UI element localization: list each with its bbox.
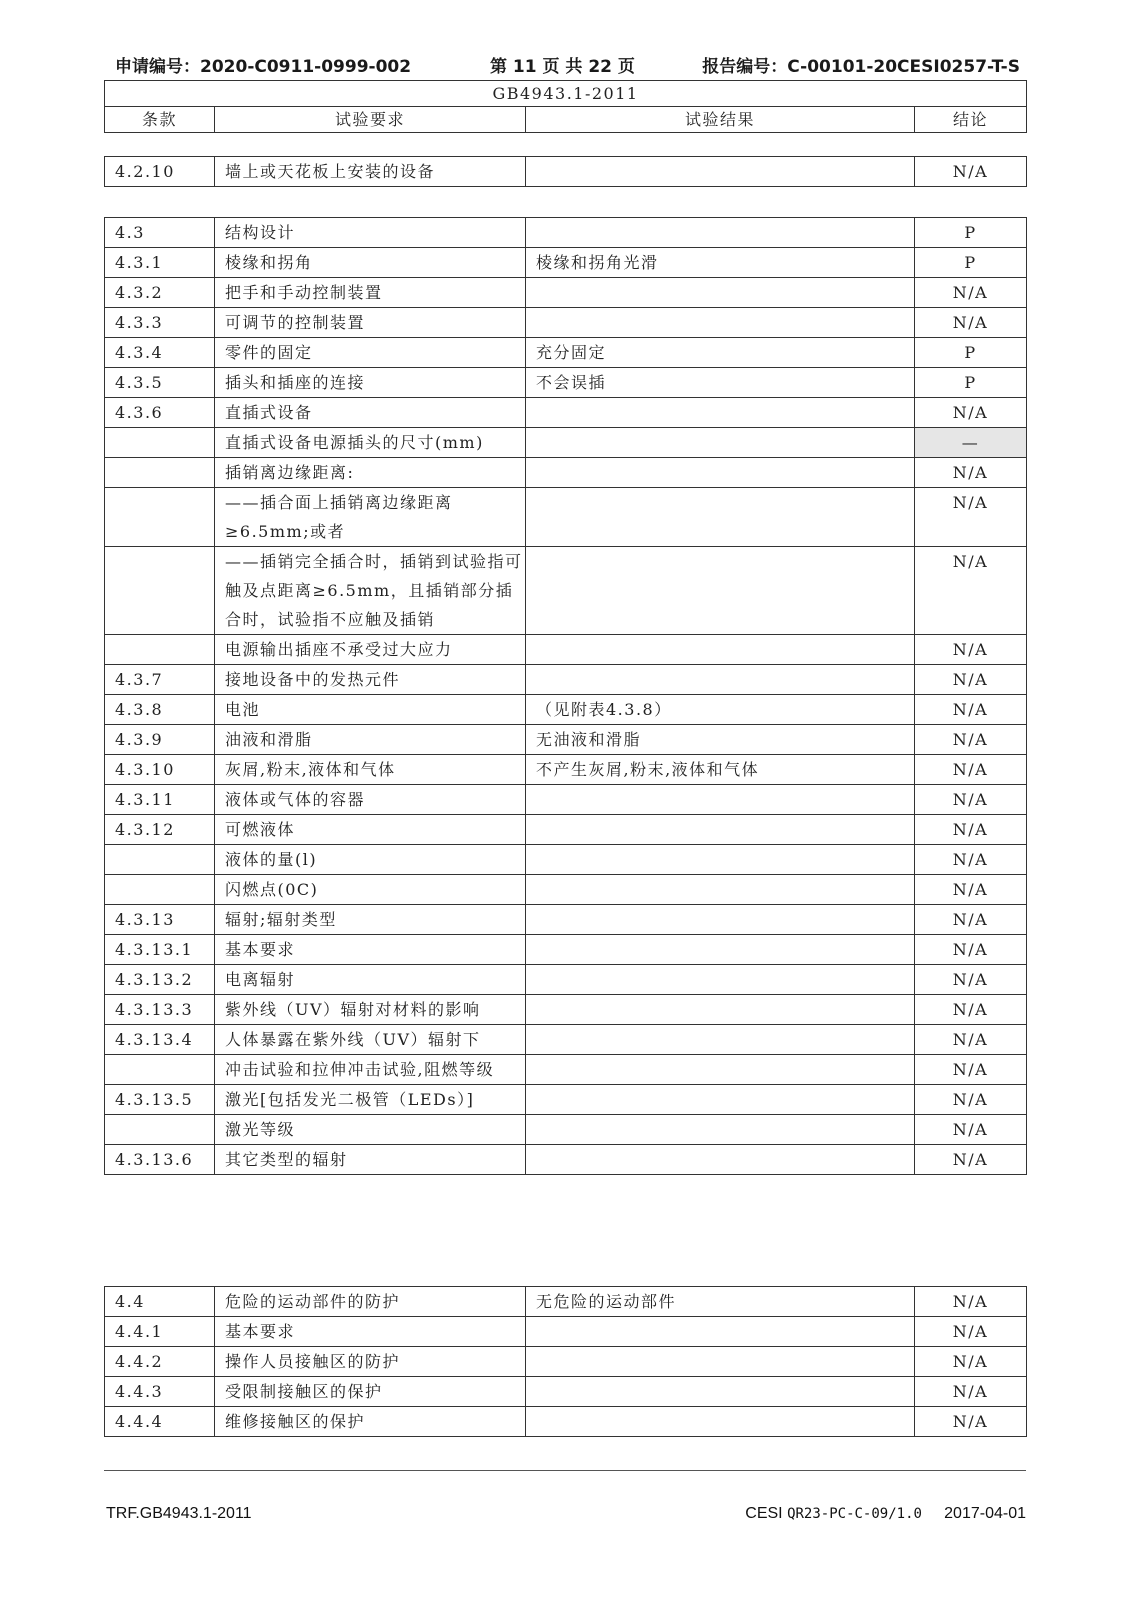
result-cell: 无油液和滑脂 — [526, 725, 915, 755]
table-row — [105, 635, 1027, 665]
result-cell — [526, 905, 915, 935]
table-row — [105, 1317, 1027, 1347]
clause-cell: 4.3.9 — [105, 725, 215, 755]
clause-cell: 4.3.3 — [105, 308, 215, 338]
verdict-cell: N/A — [915, 398, 1027, 428]
table-row — [105, 398, 1027, 428]
requirement-cell: 插头和插座的连接 — [215, 368, 526, 398]
result-cell — [526, 665, 915, 695]
verdict-cell: N/A — [915, 755, 1027, 785]
result-cell — [526, 995, 915, 1025]
table-row — [105, 157, 1027, 187]
result-cell — [526, 1317, 915, 1347]
page-header — [115, 52, 1020, 78]
requirement-cell: 接地设备中的发热元件 — [215, 665, 526, 695]
clause-cell — [105, 635, 215, 665]
requirement-cell: 基本要求 — [215, 1317, 526, 1347]
verdict-cell: N/A — [915, 547, 1027, 635]
table-header — [104, 80, 1027, 133]
table-row — [105, 278, 1027, 308]
verdict-cell: N/A — [915, 1287, 1027, 1317]
requirement-cell: 液体或气体的容器 — [215, 785, 526, 815]
requirement-cell: 维修接触区的保护 — [215, 1407, 526, 1437]
clause-cell: 4.3.5 — [105, 368, 215, 398]
clause-cell: 4.3.8 — [105, 695, 215, 725]
verdict-cell: N/A — [915, 875, 1027, 905]
result-cell — [526, 635, 915, 665]
table-row — [105, 458, 1027, 488]
verdict-cell: N/A — [915, 1115, 1027, 1145]
result-cell — [526, 1055, 915, 1085]
requirement-cell: 受限制接触区的保护 — [215, 1377, 526, 1407]
clause-cell: 4.4.2 — [105, 1347, 215, 1377]
verdict-cell: N/A — [915, 965, 1027, 995]
application-number: 申请编号：2020-C0911-0999-002 — [115, 57, 412, 77]
table-row — [105, 935, 1027, 965]
requirement-cell: 紫外线（UV）辐射对材料的影响 — [215, 995, 526, 1025]
clause-cell: 4.4.4 — [105, 1407, 215, 1437]
result-cell: 不会误插 — [526, 368, 915, 398]
clause-cell — [105, 458, 215, 488]
clause-cell: 4.3.13.2 — [105, 965, 215, 995]
result-cell: 无危险的运动部件 — [526, 1287, 915, 1317]
requirement-cell: 操作人员接触区的防护 — [215, 1347, 526, 1377]
clause-cell: 4.3.13.6 — [105, 1145, 215, 1175]
verdict-cell: P — [915, 218, 1027, 248]
result-cell: （见附表4.3.8） — [526, 695, 915, 725]
requirement-cell: 其它类型的辐射 — [215, 1145, 526, 1175]
verdict-cell: P — [915, 368, 1027, 398]
clause-cell — [105, 547, 215, 635]
result-cell — [526, 845, 915, 875]
requirement-cell: 结构设计 — [215, 218, 526, 248]
result-cell — [526, 935, 915, 965]
result-cell — [526, 875, 915, 905]
clause-cell: 4.3.2 — [105, 278, 215, 308]
requirement-cell: 油液和滑脂 — [215, 725, 526, 755]
requirement-cell: 激光[包括发光二极管（LEDs）] — [215, 1085, 526, 1115]
result-cell — [526, 547, 915, 635]
clause-cell: 4.3.7 — [105, 665, 215, 695]
result-cell — [526, 965, 915, 995]
footer-date: 2017-04-01 — [944, 1505, 1026, 1522]
clause-cell: 4.3.13.3 — [105, 995, 215, 1025]
clause-cell: 4.3.13 — [105, 905, 215, 935]
verdict-cell: N/A — [915, 725, 1027, 755]
verdict-cell: N/A — [915, 308, 1027, 338]
verdict-cell: N/A — [915, 458, 1027, 488]
result-cell — [526, 308, 915, 338]
verdict-cell: N/A — [915, 995, 1027, 1025]
verdict-cell: N/A — [915, 157, 1027, 187]
clause-cell: 4.3.13.5 — [105, 1085, 215, 1115]
requirement-cell: 墙上或天花板上安装的设备 — [215, 157, 526, 187]
table-row — [105, 1407, 1027, 1437]
table-row — [105, 1055, 1027, 1085]
verdict-cell: N/A — [915, 665, 1027, 695]
result-cell — [526, 1377, 915, 1407]
result-cell — [526, 815, 915, 845]
clause-cell — [105, 1055, 215, 1085]
column-header-clause: 条款 — [105, 107, 215, 133]
verdict-cell: N/A — [915, 785, 1027, 815]
verdict-cell: N/A — [915, 1145, 1027, 1175]
result-cell — [526, 1407, 915, 1437]
verdict-cell: N/A — [915, 635, 1027, 665]
verdict-cell: N/A — [915, 1317, 1027, 1347]
clause-cell: 4.3.1 — [105, 248, 215, 278]
requirement-cell: 电离辐射 — [215, 965, 526, 995]
table-row — [105, 1347, 1027, 1377]
result-cell: 不产生灰屑,粉末,液体和气体 — [526, 755, 915, 785]
clause-table-4-3 — [104, 217, 1027, 1175]
table-row — [105, 1287, 1027, 1317]
table-row — [105, 665, 1027, 695]
result-cell — [526, 218, 915, 248]
table-row — [105, 995, 1027, 1025]
verdict-cell: N/A — [915, 1025, 1027, 1055]
clause-cell — [105, 1115, 215, 1145]
table-row — [105, 755, 1027, 785]
table-row — [105, 845, 1027, 875]
column-header-verdict: 结论 — [915, 107, 1027, 133]
page-info: 第 11 页 共 22 页 — [490, 57, 635, 77]
clause-cell: 4.3.11 — [105, 785, 215, 815]
column-header-requirement: 试验要求 — [215, 107, 526, 133]
requirement-cell: 灰屑,粉末,液体和气体 — [215, 755, 526, 785]
table-row — [105, 1377, 1027, 1407]
table-row — [105, 1025, 1027, 1055]
requirement-cell: 零件的固定 — [215, 338, 526, 368]
clause-cell: 4.4 — [105, 1287, 215, 1317]
requirement-cell: 液体的量(l) — [215, 845, 526, 875]
verdict-cell: N/A — [915, 845, 1027, 875]
table-row — [105, 218, 1027, 248]
clause-cell: 4.3.13.4 — [105, 1025, 215, 1055]
requirement-cell: 直插式设备电源插头的尺寸(mm) — [215, 428, 526, 458]
clause-table-4-4 — [104, 1286, 1027, 1437]
clause-cell: 4.3.6 — [105, 398, 215, 428]
verdict-cell: N/A — [915, 905, 1027, 935]
table-row — [105, 905, 1027, 935]
clause-cell — [105, 488, 215, 547]
result-cell — [526, 488, 915, 547]
verdict-cell: N/A — [915, 935, 1027, 965]
table-row — [105, 488, 1027, 547]
result-cell — [526, 1145, 915, 1175]
result-cell — [526, 458, 915, 488]
requirement-cell: 直插式设备 — [215, 398, 526, 428]
table-row — [105, 547, 1027, 635]
requirement-cell: 棱缘和拐角 — [215, 248, 526, 278]
standard-title: GB4943.1-2011 — [105, 81, 1027, 107]
clause-table-4-2-10 — [104, 156, 1027, 187]
result-cell — [526, 1025, 915, 1055]
clause-cell — [105, 428, 215, 458]
result-cell — [526, 1347, 915, 1377]
footer-org: CESI — [745, 1505, 783, 1522]
verdict-cell: P — [915, 338, 1027, 368]
result-cell — [526, 278, 915, 308]
result-cell — [526, 428, 915, 458]
verdict-cell: N/A — [915, 1085, 1027, 1115]
verdict-cell: N/A — [915, 1055, 1027, 1085]
clause-cell: 4.3.10 — [105, 755, 215, 785]
clause-cell: 4.3.13.1 — [105, 935, 215, 965]
requirement-cell: 闪燃点(0C) — [215, 875, 526, 905]
table-row — [105, 965, 1027, 995]
table-row — [105, 1085, 1027, 1115]
requirement-cell: 基本要求 — [215, 935, 526, 965]
requirement-cell: ——插合面上插销离边缘距离≥6.5mm;或者 — [215, 488, 526, 547]
table-row — [105, 785, 1027, 815]
table-row — [105, 338, 1027, 368]
table-row — [105, 248, 1027, 278]
result-cell — [526, 157, 915, 187]
verdict-cell: N/A — [915, 278, 1027, 308]
verdict-cell: N/A — [915, 488, 1027, 547]
verdict-cell: N/A — [915, 1407, 1027, 1437]
requirement-cell: 可燃液体 — [215, 815, 526, 845]
verdict-cell: N/A — [915, 695, 1027, 725]
footer-divider — [104, 1470, 1026, 1471]
result-cell: 充分固定 — [526, 338, 915, 368]
requirement-cell: 激光等级 — [215, 1115, 526, 1145]
result-cell — [526, 1085, 915, 1115]
clause-cell: 4.2.10 — [105, 157, 215, 187]
clause-cell: 4.4.3 — [105, 1377, 215, 1407]
clause-cell: 4.3.12 — [105, 815, 215, 845]
clause-cell: 4.4.1 — [105, 1317, 215, 1347]
result-cell — [526, 785, 915, 815]
requirement-cell: 人体暴露在紫外线（UV）辐射下 — [215, 1025, 526, 1055]
result-cell: 棱缘和拐角光滑 — [526, 248, 915, 278]
verdict-cell: — — [915, 428, 1027, 458]
footer-form-id: TRF.GB4943.1-2011 — [106, 1505, 252, 1522]
table-row — [105, 725, 1027, 755]
clause-cell — [105, 875, 215, 905]
requirement-cell: 可调节的控制装置 — [215, 308, 526, 338]
table-row — [105, 875, 1027, 905]
report-number: 报告编号：C-00101-20CESI0257-T-S — [702, 57, 1020, 77]
clause-cell: 4.3.4 — [105, 338, 215, 368]
requirement-cell: 冲击试验和拉伸冲击试验,阻燃等级 — [215, 1055, 526, 1085]
table-row — [105, 308, 1027, 338]
requirement-cell: ——插销完全插合时，插销到试验指可触及点距离≥6.5mm，且插销部分插合时，试验指不应触及插销 — [215, 547, 526, 635]
footer-form-code: QR23-PC-C-09/1.0 — [787, 1506, 922, 1522]
result-cell — [526, 398, 915, 428]
verdict-cell: N/A — [915, 1347, 1027, 1377]
footer-info — [745, 1505, 1026, 1523]
table-row — [105, 1145, 1027, 1175]
column-header-result: 试验结果 — [526, 107, 915, 133]
verdict-cell: N/A — [915, 1377, 1027, 1407]
requirement-cell: 插销离边缘距离: — [215, 458, 526, 488]
clause-cell: 4.3 — [105, 218, 215, 248]
requirement-cell: 把手和手动控制装置 — [215, 278, 526, 308]
verdict-cell: P — [915, 248, 1027, 278]
verdict-cell: N/A — [915, 815, 1027, 845]
table-row — [105, 428, 1027, 458]
result-cell — [526, 1115, 915, 1145]
table-row — [105, 695, 1027, 725]
table-row — [105, 815, 1027, 845]
requirement-cell: 辐射;辐射类型 — [215, 905, 526, 935]
table-row — [105, 368, 1027, 398]
requirement-cell: 电池 — [215, 695, 526, 725]
table-row — [105, 1115, 1027, 1145]
requirement-cell: 电源输出插座不承受过大应力 — [215, 635, 526, 665]
requirement-cell: 危险的运动部件的防护 — [215, 1287, 526, 1317]
clause-cell — [105, 845, 215, 875]
